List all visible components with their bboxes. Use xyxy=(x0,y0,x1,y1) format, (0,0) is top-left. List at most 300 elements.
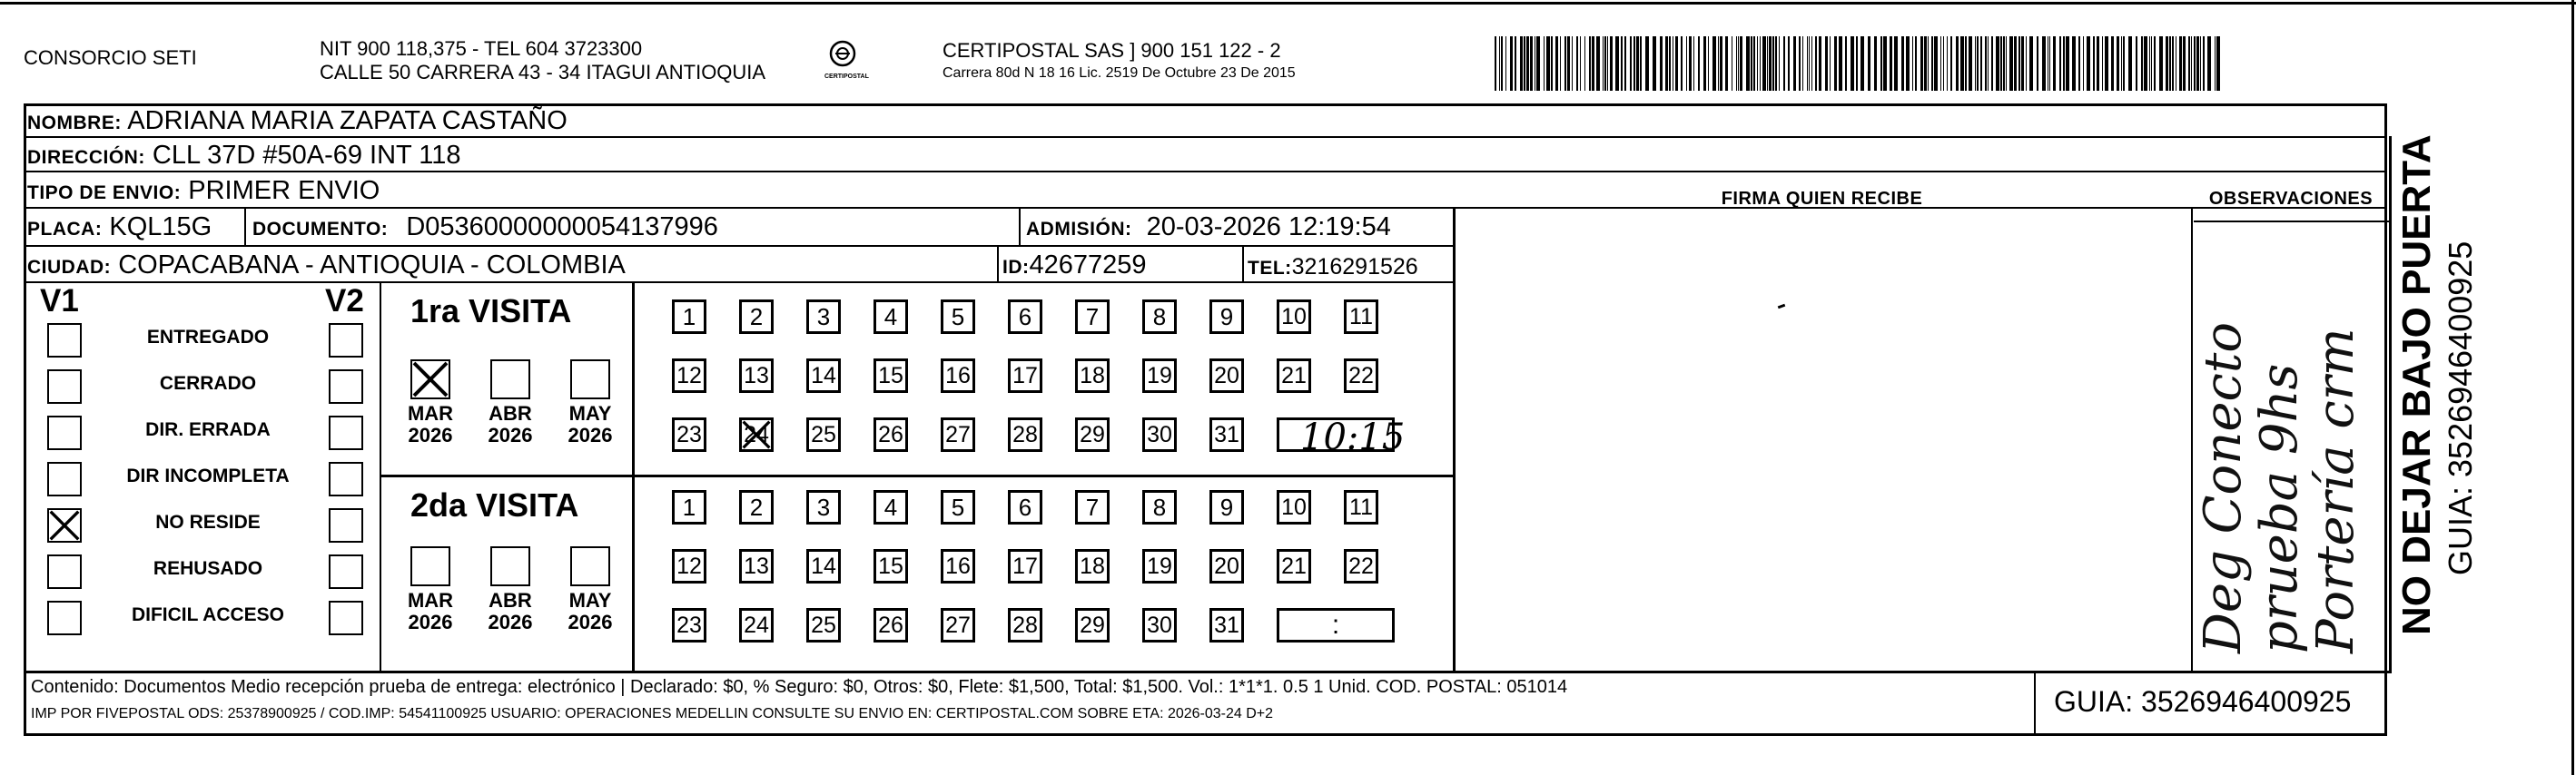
barcode-bar xyxy=(2102,36,2103,91)
day-box[interactable]: 26 xyxy=(873,417,908,452)
barcode-bar xyxy=(1819,36,1821,91)
col-divider xyxy=(997,245,999,281)
month-label: MAY 2026 xyxy=(568,589,613,633)
barcode-bar xyxy=(1572,36,1573,91)
barcode-bar xyxy=(1950,36,1952,91)
barcode-bar xyxy=(1546,36,1550,91)
month-checkbox[interactable] xyxy=(490,546,530,586)
send-type-label: TIPO DE ENVIO: xyxy=(27,182,182,203)
barcode-bar xyxy=(1799,36,1801,91)
barcode-bar xyxy=(1940,36,1941,91)
address-row xyxy=(27,141,461,172)
barcode-bar xyxy=(2042,36,2046,91)
day-box[interactable]: 12 xyxy=(672,549,706,584)
barcode-bar xyxy=(1636,36,1639,91)
day-box[interactable]: 13 xyxy=(739,549,774,584)
page-right-edge xyxy=(2571,0,2574,775)
certipostal-line: CERTIPOSTAL SAS ] 900 151 122 - 2 xyxy=(943,39,1281,62)
barcode-bar xyxy=(1924,36,1927,91)
status-label: ENTREGADO xyxy=(146,327,270,348)
barcode-bar xyxy=(1991,36,1993,91)
certipostal-sub: Carrera 80d N 18 16 Lic. 2519 De Octubre 23 De 2015 xyxy=(943,65,1296,81)
barcode-bar xyxy=(1499,36,1500,91)
barcode-bar xyxy=(1751,36,1752,91)
visit-divider xyxy=(380,475,1453,477)
day-box[interactable]: 11 xyxy=(1344,299,1378,334)
barcode-bar xyxy=(1510,36,1513,91)
day-box[interactable]: 17 xyxy=(1008,358,1042,393)
barcode-bar xyxy=(1767,36,1768,91)
barcode-bar xyxy=(2172,36,2174,91)
barcode-bar xyxy=(1603,36,1604,91)
barcode-bar xyxy=(1851,36,1854,91)
day-box[interactable]: 13 xyxy=(739,358,774,393)
day-box[interactable]: 23 xyxy=(672,608,706,643)
barcode-bar xyxy=(2078,36,2080,91)
day-box[interactable]: 19 xyxy=(1142,358,1177,393)
barcode-bar xyxy=(2053,36,2056,91)
barcode-bar xyxy=(1775,36,1777,91)
day-box[interactable]: 11 xyxy=(1344,490,1378,525)
barcode-bar xyxy=(2215,36,2216,91)
barcode-bar xyxy=(2083,36,2084,91)
day-box[interactable]: 30 xyxy=(1142,608,1177,643)
barcode-bar xyxy=(2117,36,2119,91)
barcode-bar xyxy=(1681,36,1683,91)
side-warning: NO DEJAR BAJO PUERTA xyxy=(2394,134,2439,635)
status-v1-checkbox[interactable] xyxy=(47,323,82,358)
day-box[interactable]: 16 xyxy=(941,358,975,393)
certipostal-logo xyxy=(824,40,869,80)
day-box[interactable]: 26 xyxy=(873,608,908,643)
barcode-bar xyxy=(1988,36,1989,91)
day-box[interactable] xyxy=(739,417,774,452)
day-box[interactable]: 18 xyxy=(1075,358,1110,393)
barcode-bar xyxy=(1645,36,1649,91)
barcode-bar xyxy=(1915,36,1917,91)
barcode-bar xyxy=(1815,36,1817,91)
barcode-bar xyxy=(2003,36,2005,91)
day-box[interactable]: 29 xyxy=(1075,608,1110,643)
day-box[interactable]: 7 xyxy=(1075,490,1110,525)
barcode-bar xyxy=(2151,36,2152,91)
status-v2-checkbox[interactable] xyxy=(329,554,363,589)
barcode-bar xyxy=(2000,36,2002,91)
day-box[interactable]: 17 xyxy=(1008,549,1042,584)
day-box[interactable]: 31 xyxy=(1209,608,1244,643)
barcode-bar xyxy=(1703,36,1706,91)
day-box[interactable]: 19 xyxy=(1142,549,1177,584)
col-divider xyxy=(1453,207,1456,671)
barcode-bar xyxy=(1660,36,1663,91)
month-label: MAY 2026 xyxy=(568,402,613,446)
barcode-bar xyxy=(1807,36,1808,91)
barcode-bar xyxy=(2121,36,2122,91)
barcode-bar xyxy=(2123,36,2125,91)
send-type-row xyxy=(27,176,380,208)
status-label: DIR. ERRADA xyxy=(145,419,271,440)
status-label: DIR INCOMPLETA xyxy=(126,466,290,486)
day-box[interactable]: 22 xyxy=(1344,549,1378,584)
day-box[interactable]: 10 xyxy=(1277,490,1311,525)
name-row xyxy=(27,106,568,138)
logo-text: CERTIPOSTAL xyxy=(824,74,869,80)
city-row xyxy=(27,250,626,282)
observations-label: OBSERVACIONES xyxy=(2208,189,2374,209)
day-box[interactable]: 9 xyxy=(1209,490,1244,525)
day-box[interactable]: 1 xyxy=(672,299,706,334)
barcode-bar xyxy=(1825,36,1828,91)
barcode-bar xyxy=(1845,36,1847,91)
status-label: DIFICIL ACCESO xyxy=(131,604,284,625)
day-box[interactable]: 2 xyxy=(739,299,774,334)
col-divider xyxy=(244,207,246,245)
status-v2-checkbox[interactable] xyxy=(329,462,363,496)
row-divider xyxy=(24,245,1454,247)
barcode-bar xyxy=(1725,36,1728,91)
address-value: CLL 37D #50A-69 INT 118 xyxy=(152,141,461,170)
barcode-bar xyxy=(1693,36,1694,91)
barcode-bar xyxy=(2136,36,2137,91)
day-box[interactable]: 10 xyxy=(1277,299,1311,334)
barcode-bar xyxy=(2009,36,2013,91)
barcode-bar xyxy=(1526,36,1529,91)
barcode-bar xyxy=(2144,36,2147,91)
day-box[interactable]: 8 xyxy=(1142,299,1177,334)
day-box[interactable]: 18 xyxy=(1075,549,1110,584)
barcode-bar xyxy=(1515,36,1516,91)
barcode-bar xyxy=(1564,36,1566,91)
day-box[interactable]: 20 xyxy=(1209,358,1244,393)
id-row xyxy=(1002,250,1147,282)
barcode-bar xyxy=(2037,36,2038,91)
month-checkbox[interactable] xyxy=(570,546,610,586)
row-divider xyxy=(2194,221,2389,222)
barcode-bar xyxy=(1746,36,1750,91)
barcode-bar xyxy=(1675,36,1678,91)
barcode-bar xyxy=(1874,36,1877,91)
day-box[interactable]: 29 xyxy=(1075,417,1110,452)
barcode-bar xyxy=(2196,36,2199,91)
barcode-bar xyxy=(1698,36,1700,91)
barcode-bar xyxy=(2105,36,2108,91)
barcode-bar xyxy=(1555,36,1558,91)
barcode-bar xyxy=(1811,36,1812,91)
day-box[interactable]: 1 xyxy=(672,490,706,525)
day-box[interactable]: 3 xyxy=(806,490,841,525)
plate-value: KQL15G xyxy=(109,212,212,241)
barcode-bar xyxy=(2029,36,2033,91)
barcode-bar xyxy=(1901,36,1904,91)
barcode-bar xyxy=(1830,36,1831,91)
barcode-bar xyxy=(1880,36,1882,91)
barcode-bar xyxy=(1520,36,1523,91)
plate-label: PLACA: xyxy=(27,219,103,240)
plate-row xyxy=(27,212,212,244)
barcode-bar xyxy=(1934,36,1938,91)
barcode-bar xyxy=(2203,36,2205,91)
barcode-bar xyxy=(1630,36,1632,91)
day-box[interactable]: 5 xyxy=(941,299,975,334)
barcode xyxy=(1495,36,2221,91)
barcode-bar xyxy=(2154,36,2156,91)
month-checkbox[interactable] xyxy=(570,359,610,399)
barcode-bar xyxy=(1633,36,1635,91)
day-box[interactable]: 27 xyxy=(941,608,975,643)
barcode-bar xyxy=(1501,36,1503,91)
footer-line2: IMP POR FIVEPOSTAL ODS: 25378900925 / COD.IMP: 54541100925 USUARIO: OPERACIONES MEDELLIN CONSULTE SU ENVIO EN: CERTIPOSTAL.COM SOBRE ETA: 2026-03-24 D+2 xyxy=(31,706,1274,721)
barcode-bar xyxy=(1856,36,1858,91)
barcode-bar xyxy=(2179,36,2182,91)
barcode-bar xyxy=(1985,36,1987,91)
barcode-bar xyxy=(1883,36,1887,91)
barcode-bar xyxy=(1720,36,1722,91)
status-v1-checkbox[interactable] xyxy=(47,601,82,635)
barcode-bar xyxy=(1576,36,1578,91)
city-value: COPACABANA - ANTIOQUIA - COLOMBIA xyxy=(118,250,626,280)
barcode-bar xyxy=(1757,36,1758,91)
col-divider xyxy=(1019,207,1021,245)
status-v2-checkbox[interactable] xyxy=(329,508,363,543)
barcode-bar xyxy=(1956,36,1959,91)
barcode-bar xyxy=(2006,36,2007,91)
barcode-bar xyxy=(1524,36,1525,91)
barcode-bar xyxy=(1544,36,1545,91)
barcode-bar xyxy=(1894,36,1898,91)
barcode-bar xyxy=(2026,36,2027,91)
visit1-time-written: 10:15 xyxy=(1300,417,1406,458)
barcode-bar xyxy=(1977,36,1979,91)
day-box[interactable]: 4 xyxy=(873,490,908,525)
barcode-bar xyxy=(2194,36,2196,91)
tel-value: 3216291526 xyxy=(1291,254,1418,280)
barcode-bar xyxy=(1996,36,1999,91)
barcode-bar xyxy=(2063,36,2065,91)
barcode-bar xyxy=(2093,36,2095,91)
barcode-bar xyxy=(1536,36,1540,91)
status-label: NO RESIDE xyxy=(155,512,261,533)
barcode-bar xyxy=(1947,36,1948,91)
status-label: REHUSADO xyxy=(153,558,263,579)
barcode-bar xyxy=(1980,36,1982,91)
barcode-bar xyxy=(2018,36,2020,91)
day-box[interactable]: 15 xyxy=(873,358,908,393)
barcode-bar xyxy=(2059,36,2061,91)
month-checkbox[interactable] xyxy=(410,359,450,399)
signature-label: FIRMA QUIEN RECIBE xyxy=(1721,189,1923,209)
status-v1-checkbox[interactable] xyxy=(47,369,82,404)
barcode-bar xyxy=(2216,36,2220,91)
barcode-bar xyxy=(2049,36,2050,91)
barcode-bar xyxy=(2141,36,2143,91)
name-value: ADRIANA MARIA ZAPATA CASTAÑO xyxy=(127,106,568,135)
admission-label: ADMISIÓN: xyxy=(1026,219,1132,240)
barcode-bar xyxy=(2111,36,2114,91)
barcode-bar xyxy=(1718,36,1719,91)
day-box[interactable]: 20 xyxy=(1209,549,1244,584)
id-label: ID: xyxy=(1002,257,1030,278)
day-box[interactable]: 15 xyxy=(873,549,908,584)
company-name: CONSORCIO SETI xyxy=(24,46,197,69)
barcode-bar xyxy=(1592,36,1594,91)
col-divider xyxy=(2389,136,2392,673)
barcode-bar xyxy=(2072,36,2076,91)
status-label: CERRADO xyxy=(159,373,257,394)
time-box[interactable]: : xyxy=(1277,608,1395,643)
barcode-bar xyxy=(1960,36,1964,91)
day-box[interactable]: 16 xyxy=(941,549,975,584)
day-box[interactable]: 21 xyxy=(1277,358,1311,393)
day-number: 24 xyxy=(744,422,769,447)
barcode-bar xyxy=(1584,36,1585,91)
day-box[interactable]: 12 xyxy=(672,358,706,393)
barcode-bar xyxy=(1689,36,1692,91)
col-divider xyxy=(2034,672,2036,736)
document-value: D05360000000054137996 xyxy=(406,212,718,241)
status-v1-checkbox[interactable] xyxy=(47,416,82,450)
side-guia: GUIA: 3526946400925 xyxy=(2442,240,2479,575)
barcode-bar xyxy=(2191,36,2192,91)
day-box[interactable]: 6 xyxy=(1008,490,1042,525)
send-type-value: PRIMER ENVIO xyxy=(188,176,380,205)
barcode-bar xyxy=(1653,36,1656,91)
day-box[interactable]: 14 xyxy=(806,549,841,584)
status-v2-checkbox[interactable] xyxy=(329,416,363,450)
barcode-bar xyxy=(1753,36,1755,91)
page-top-edge xyxy=(0,2,2576,5)
name-label: NOMBRE: xyxy=(27,113,122,133)
barcode-bar xyxy=(1495,36,1496,91)
barcode-bar xyxy=(1802,36,1803,91)
barcode-bar xyxy=(1738,36,1739,91)
day-box[interactable]: 14 xyxy=(806,358,841,393)
day-box[interactable]: 31 xyxy=(1209,417,1244,452)
barcode-bar xyxy=(1580,36,1581,91)
month-label: ABR 2026 xyxy=(488,589,533,633)
day-box[interactable]: 27 xyxy=(941,417,975,452)
barcode-bar xyxy=(1809,36,1810,91)
status-v2-checkbox[interactable] xyxy=(329,369,363,404)
barcode-bar xyxy=(1621,36,1623,91)
barcode-bar xyxy=(1762,36,1766,91)
barcode-bar xyxy=(2149,36,2150,91)
address-line: CALLE 50 CARRERA 43 - 34 ITAGUI ANTIOQUIA xyxy=(320,61,766,83)
barcode-bar xyxy=(1624,36,1626,91)
barcode-bar xyxy=(1589,36,1591,91)
month-label: MAR 2026 xyxy=(407,402,454,446)
barcode-bar xyxy=(2159,36,2163,91)
barcode-bar xyxy=(1760,36,1761,91)
admission-value: 20-03-2026 12:19:54 xyxy=(1146,212,1391,241)
barcode-bar xyxy=(1965,36,1967,91)
barcode-bar xyxy=(1772,36,1774,91)
barcode-bar xyxy=(1920,36,1923,91)
barcode-bar xyxy=(1530,36,1533,91)
day-box[interactable]: 25 xyxy=(806,417,841,452)
barcode-bar xyxy=(1596,36,1600,91)
status-v1-checkbox[interactable] xyxy=(47,462,82,496)
observations-handwritten: Deg Conecto prueba 9hs Portería crm xyxy=(2194,321,2365,653)
barcode-bar xyxy=(1769,36,1772,91)
status-v2-checkbox[interactable] xyxy=(329,323,363,358)
col-divider xyxy=(1242,245,1244,281)
barcode-bar xyxy=(1890,36,1892,91)
day-box[interactable]: 25 xyxy=(806,608,841,643)
day-box[interactable]: 28 xyxy=(1008,608,1042,643)
day-box[interactable]: 24 xyxy=(739,608,774,643)
barcode-bar xyxy=(1788,36,1790,91)
day-box[interactable]: 23 xyxy=(672,417,706,452)
day-box[interactable]: 2 xyxy=(739,490,774,525)
month-label: ABR 2026 xyxy=(488,402,533,446)
barcode-bar xyxy=(1783,36,1785,91)
barcode-bar xyxy=(1906,36,1910,91)
barcode-bar xyxy=(2169,36,2171,91)
day-box[interactable]: 7 xyxy=(1075,299,1110,334)
barcode-bar xyxy=(1604,36,1606,91)
status-v1-checkbox[interactable] xyxy=(47,554,82,589)
barcode-bar xyxy=(1686,36,1687,91)
barcode-bar xyxy=(1669,36,1671,91)
month-label: MAR 2026 xyxy=(407,589,454,633)
barcode-bar xyxy=(1834,36,1837,91)
barcode-bar xyxy=(1610,36,1613,91)
visit1-title: 1ra VISITA xyxy=(410,292,572,329)
barcode-bar xyxy=(1779,36,1780,91)
barcode-bar xyxy=(1860,36,1864,91)
footer-guia: GUIA: 3526946400925 xyxy=(2054,685,2352,718)
barcode-bar xyxy=(1793,36,1796,91)
visit2-title: 2da VISITA xyxy=(410,486,579,524)
footer-line1: Contenido: Documentos Medio recepción prueba de entrega: electrónico | Declarado: $0, % Seguro: $0, Otros: $0, Flete: $1,500, Total: $1,500. Vol.: 1*1*1. 0.5 1 Unid. COD. POSTAL: 051014 xyxy=(31,677,1568,697)
barcode-bar xyxy=(1931,36,1933,91)
day-box[interactable]: 8 xyxy=(1142,490,1177,525)
day-box[interactable]: 4 xyxy=(873,299,908,334)
day-box[interactable]: 9 xyxy=(1209,299,1244,334)
day-box[interactable]: 30 xyxy=(1142,417,1177,452)
barcode-bar xyxy=(1708,36,1709,91)
barcode-bar xyxy=(1712,36,1716,91)
month-checkbox[interactable] xyxy=(490,359,530,399)
status-v2-checkbox[interactable] xyxy=(329,601,363,635)
barcode-bar xyxy=(1928,36,1929,91)
barcode-bar xyxy=(1975,36,1976,91)
day-box[interactable]: 5 xyxy=(941,490,975,525)
day-box[interactable]: 28 xyxy=(1008,417,1042,452)
city-label: CIUDAD: xyxy=(27,257,112,278)
barcode-bar xyxy=(1560,36,1561,91)
day-box[interactable]: 3 xyxy=(806,299,841,334)
day-box[interactable]: 22 xyxy=(1344,358,1378,393)
status-v1-checkbox[interactable] xyxy=(47,508,82,543)
barcode-bar xyxy=(1969,36,1972,91)
barcode-bar xyxy=(1640,36,1642,91)
barcode-bar xyxy=(2166,36,2168,91)
barcode-bar xyxy=(1567,36,1570,91)
barcode-bar xyxy=(1740,36,1742,91)
barcode-bar xyxy=(1665,36,1668,91)
day-box[interactable]: 21 xyxy=(1277,549,1311,584)
nit-line: NIT 900 118,375 - TEL 604 3723300 xyxy=(320,37,643,60)
barcode-bar xyxy=(1615,36,1619,91)
barcode-bar xyxy=(1736,36,1737,91)
tel-label: TEL: xyxy=(1248,258,1292,279)
id-value: 42677259 xyxy=(1029,250,1147,280)
admission-row xyxy=(1026,212,1391,244)
month-checkbox[interactable] xyxy=(410,546,450,586)
day-box[interactable]: 6 xyxy=(1008,299,1042,334)
tel-row xyxy=(1248,252,1418,283)
